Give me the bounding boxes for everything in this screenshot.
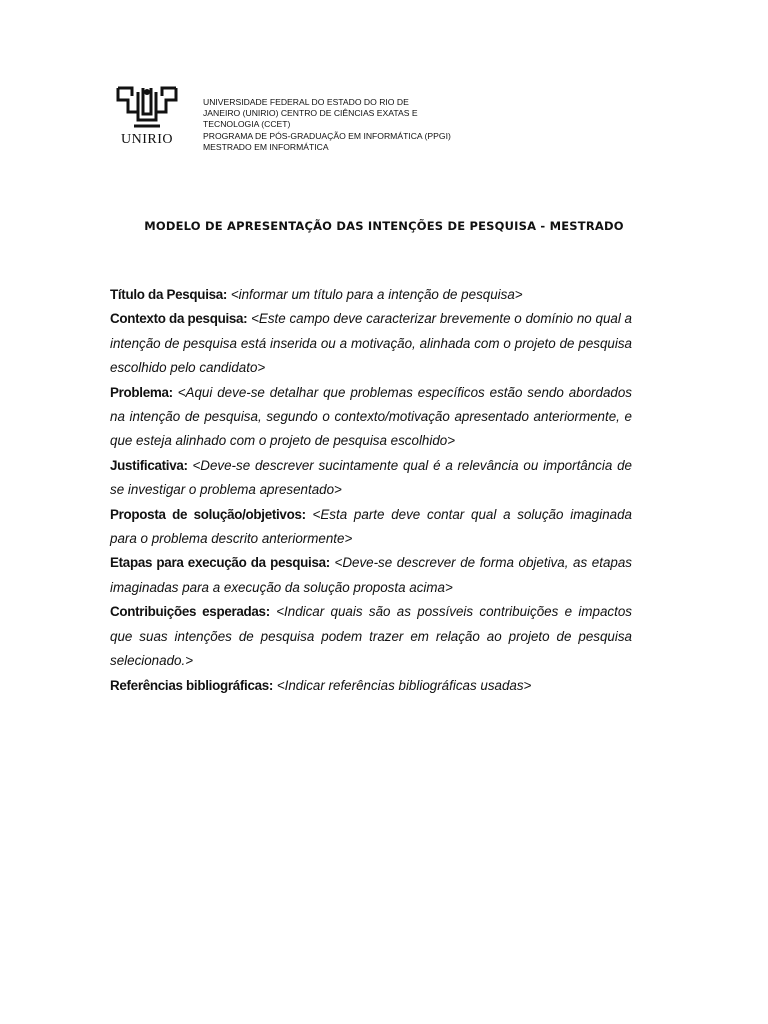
section-text: <Este campo deve caracterizar brevemente o domínio no qual a intenção de pesquisa está inserida ou a motivação, alinhada com o projeto de pesquisa escolhido pelo candidato> [110,311,633,376]
header-line: PROGRAMA DE PÓS-GRADUAÇÃO EM INFORMÁTICA (PPGI) [203,130,451,141]
section-contribuicoes [110,600,632,673]
unirio-logo [112,82,182,150]
section-justificativa [110,454,632,503]
section-label: Contexto da pesquisa: [110,311,248,327]
section-titulo [110,283,632,307]
section-label: Referências bibliográficas: [110,677,274,693]
document-body [110,283,632,698]
section-problema [110,381,632,454]
header-line: UNIVERSIDADE FEDERAL DO ESTADO DO RIO DE [203,97,409,107]
section-label: Problema: [110,384,173,400]
section-label: Etapas para execução da pesquisa: [110,555,330,571]
section-contexto [110,307,632,380]
section-text: <Esta parte deve contar qual a solução imaginada para o problema descrito anteriormente> [110,506,633,547]
section-text: <informar um título para a intenção de pesquisa> [230,287,523,302]
section-text: <Indicar quais são as possíveis contribuições e impactos que suas intenções de pesquisa podem trazer em relação ao projeto de pesquisa selecionado.> [110,604,632,669]
section-label: Título da Pesquisa: [110,287,228,302]
section-text: <Aqui deve-se detalhar que problemas específicos estão sendo abordados na intenção de pesquisa, segundo o contexto/motivação apresentado anteriormente, e que esteja alinhado com o projeto de pesquisa escolhido> [110,384,632,449]
section-etapas [110,551,632,600]
section-label: Contribuições esperadas: [110,604,270,620]
header-line: MESTRADO EM INFORMÁTICA [203,141,329,152]
section-text: <Deve-se descrever de forma objetiva, as etapas imaginadas para a execução da solução proposta acima> [110,555,632,595]
header-line: TECNOLOGIA (CCET) [203,119,291,130]
section-referencias [110,674,632,698]
header-line: JANEIRO (UNIRIO) CENTRO DE CIÊNCIAS EXATAS E [203,108,418,119]
section-text: <Indicar referências bibliográficas usadas> [276,677,532,693]
institution-header [203,97,483,153]
unirio-emblem-icon [112,82,182,130]
section-label: Proposta de solução/objetivos: [110,506,306,522]
section-proposta [110,503,632,552]
document-title: MODELO DE APRESENTAÇÃO DAS INTENÇÕES DE PESQUISA - MESTRADO [144,219,624,233]
section-text: <Deve-se descrever sucintamente qual é a relevância ou importância de se investigar o problema apresentado> [110,457,632,498]
logo-wordmark: UNIRIO [121,132,173,147]
section-label: Justificativa: [110,457,188,473]
